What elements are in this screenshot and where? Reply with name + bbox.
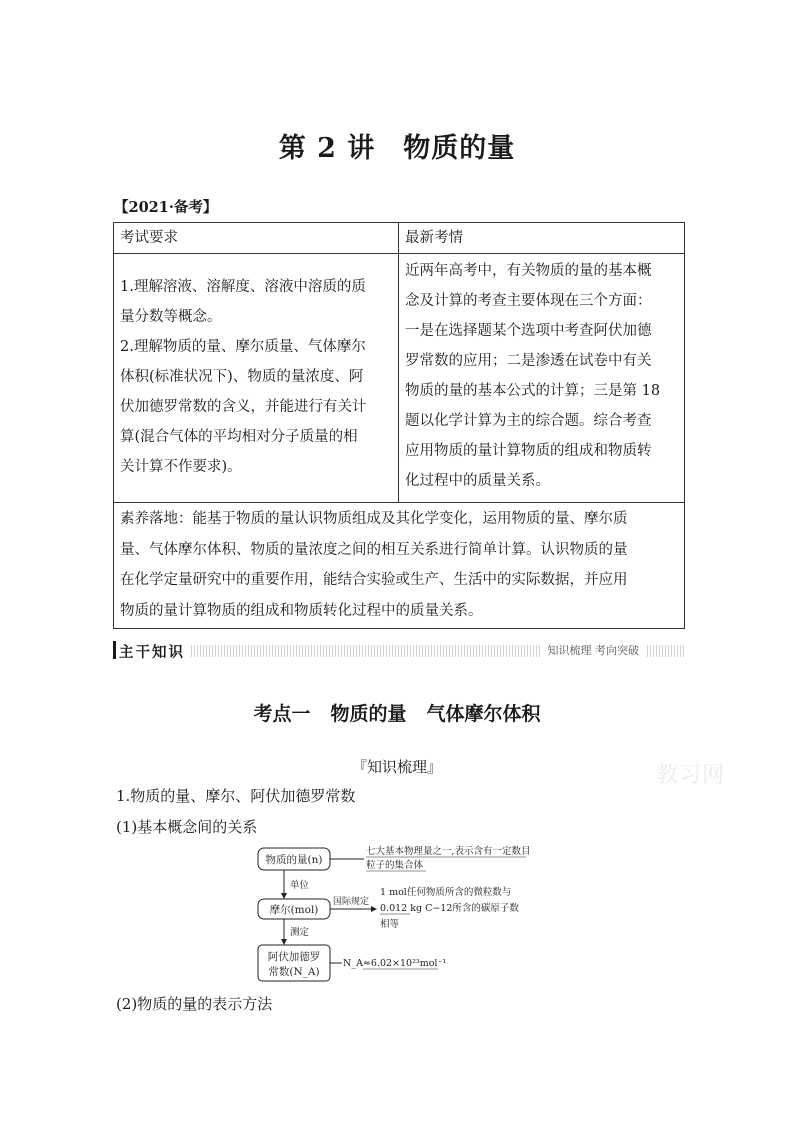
requirements-cell [114,254,399,503]
trend-line: 化过程中的质量关系。 [405,473,550,489]
box1-label: 物质的量(n) [265,854,323,866]
section-banner [113,641,685,661]
requirement-line: 量分数等概念。 [120,309,222,325]
concept-diagram [240,838,560,988]
box3-label-line1: 阿伏加德罗 [267,951,321,963]
trend-line: 一是在选择题某个选项中考查阿伏加德 [405,323,652,339]
kaodian-prefix: 考点一 [253,703,311,725]
box1-desc-line1: 七大基本物理量之一,表示含有一定数目 [366,846,531,857]
kaodian-part1: 物质的量 [330,703,407,725]
trend-line: 题以化学计算为主的综合题。综合考查 [405,413,652,429]
lecture-name: 物质的量 [403,133,516,164]
box1-desc-line2: 粒子的集合体 [366,860,424,871]
literacy-line: 在化学定量研究中的重要作用，能结合实验或生产、生活中的实际数据，并应用 [120,572,628,588]
arrow-side-label: 国际规定 [333,897,370,907]
heading-1: 1.物质的量、摩尔、阿伏加德罗常数 [116,787,356,805]
requirement-line: 体积(标准状况下)、物质的量浓度、阿 [120,369,364,385]
requirement-line: 2.理解物质的量、摩尔质量、气体摩尔 [120,339,366,355]
requirement-line: 1.理解溶液、溶解度、溶液中溶质的质 [120,279,366,295]
kaodian-title [0,699,794,726]
col-header-requirements: 考试要求 [114,223,399,254]
arrow1-label: 单位 [290,880,310,891]
requirement-line: 伏加德罗常数的含义，并能进行有关计 [120,399,367,415]
heading-1-1: (1)基本概念间的关系 [116,818,258,836]
kaodian-part2: 气体摩尔体积 [426,703,541,725]
literacy-line: 量、气体摩尔体积、物质的量浓度之间的相互关系进行简单计算。认识物质的量 [120,541,628,558]
col-header-trends: 最新考情 [399,223,685,254]
section-subtitle: 『知识梳理』 [351,758,442,776]
literacy-line: 物质的量计算物质的组成和物质转化过程中的质量关系。 [120,602,483,619]
requirement-line: 关计算不作要求)。 [120,459,242,475]
box2-desc-line2: 0.012 kg C−12所含的碳原子数 [380,903,519,914]
arrow2-label: 测定 [290,927,310,938]
box3-desc: N_A≈6.02×10²³mol⁻¹ [343,958,447,969]
lecture-title [0,126,794,165]
box2-desc-line3: 相等 [380,919,400,930]
requirement-line: 算(混合气体的平均相对分子质量的相 [120,429,358,445]
banner-label: 主干知识 [119,641,191,662]
prep-tag: 【2021·备考】 [114,199,218,216]
requirements-table [113,222,685,629]
literacy-line: 素养落地：能基于物质的量认识物质组成及其化学变化，运用物质的量、摩尔质 [120,511,628,527]
literacy-cell [114,503,685,629]
trend-line: 物质的量的基本公式的计算；三是第 18 [405,383,661,399]
trend-line: 应用物质的量计算物质的组成和物质转 [405,443,652,459]
trend-line: 念及计算的考查主要体现在三个方面： [405,293,652,309]
trend-line: 罗常数的应用；二是渗透在试卷中有关 [405,353,652,369]
trend-line: 近两年高考中，有关物质的量的基本概 [405,263,652,279]
banner-right-text: 知识梳理 考向突破 [542,642,646,658]
heading-1-2: (2)物质的量的表示方法 [116,995,273,1013]
box3-label-line2: 常数(N_A) [268,966,320,978]
box2-label: 摩尔(mol) [269,904,319,916]
lecture-number: 第 2 讲 [278,133,376,164]
trends-cell [399,254,685,503]
box2-desc-line1: 1 mol任何物质所含的微粒数与 [380,887,512,898]
banner-mark [113,641,116,659]
watermark: 教习网 [656,763,726,788]
